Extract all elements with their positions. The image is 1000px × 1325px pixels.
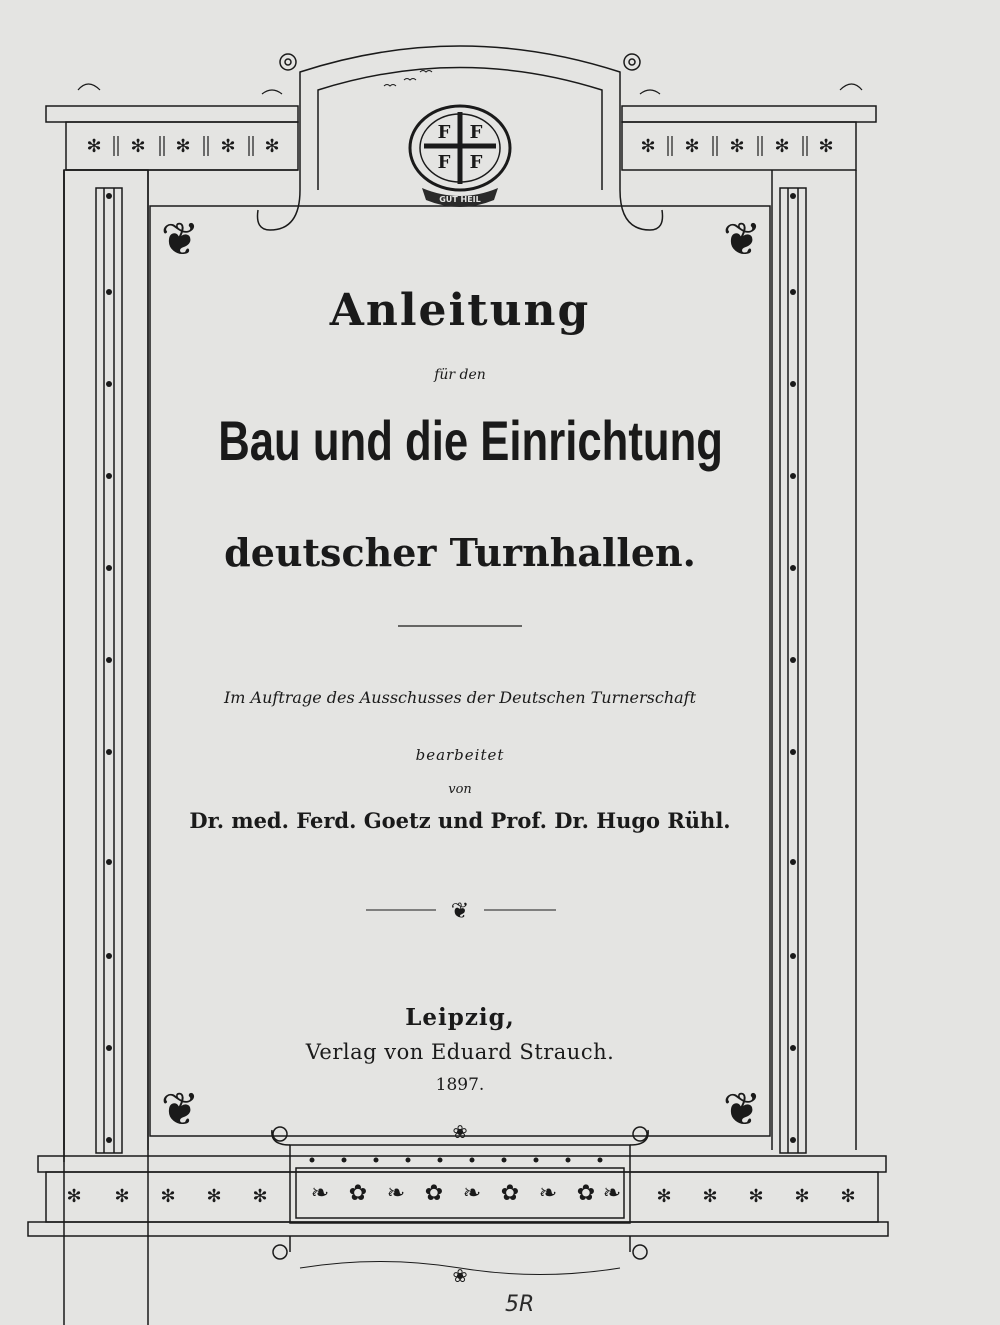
authors-line: Dr. med. Ferd. Goetz und Prof. Dr. Hugo Rühl. xyxy=(189,808,731,833)
svg-text:F: F xyxy=(437,152,451,173)
scroll-right-icon xyxy=(624,54,640,70)
svg-text:✻: ✻ xyxy=(264,136,280,157)
by-line: von xyxy=(448,782,472,797)
lower-divider xyxy=(366,899,556,924)
title-line-3: deutscher Turnhallen. xyxy=(224,530,696,575)
divider-flourish-icon: ❦ xyxy=(450,899,470,924)
pillar-right-fluting xyxy=(780,188,806,1153)
svg-text:✻: ✻ xyxy=(220,136,236,157)
svg-text:✻: ✻ xyxy=(794,1186,810,1207)
svg-text:✻: ✻ xyxy=(818,136,834,157)
top-tulip-icon: ❀ xyxy=(452,1122,468,1143)
svg-text:✿: ✿ xyxy=(500,1181,520,1206)
edited-line: bearbeitet xyxy=(415,746,505,764)
svg-text:✻: ✻ xyxy=(702,1186,718,1207)
svg-text:F: F xyxy=(437,122,451,143)
svg-text:✻: ✻ xyxy=(684,136,700,157)
lower-plinth xyxy=(28,1222,888,1236)
title-line-1: Anleitung xyxy=(329,285,591,336)
corner-flourish-bottom-left-icon: ❦ xyxy=(160,1082,200,1136)
svg-text:✻: ✻ xyxy=(206,1186,222,1207)
svg-text:✻: ✻ xyxy=(114,1186,130,1207)
svg-text:✻: ✻ xyxy=(656,1186,672,1207)
svg-text:✿: ✿ xyxy=(576,1181,596,1206)
emblem-motto: GUT HEIL xyxy=(439,195,481,204)
vine-band xyxy=(311,1181,621,1206)
inner-panel xyxy=(150,206,770,1136)
corner-flourish-bottom-right-icon: ❦ xyxy=(722,1082,762,1136)
title-line-2: Bau und die Einrichtung xyxy=(218,409,723,472)
svg-text:✻: ✻ xyxy=(175,136,191,157)
vine-band-dots xyxy=(310,1158,603,1163)
svg-text:✻: ✻ xyxy=(774,136,790,157)
svg-text:❧: ❧ xyxy=(602,1181,622,1206)
gymnastics-emblem-icon xyxy=(410,106,510,207)
svg-text:❧: ❧ xyxy=(462,1181,482,1206)
scroll-ornament-icon xyxy=(78,84,100,90)
svg-text:❧: ❧ xyxy=(310,1181,330,1206)
svg-text:✿: ✿ xyxy=(424,1181,444,1206)
svg-text:✻: ✻ xyxy=(748,1186,764,1207)
publisher-line: Verlag von Eduard Strauch. xyxy=(305,1040,615,1064)
pillar-left-fluting xyxy=(96,188,122,1153)
title-connector: für den xyxy=(434,367,486,383)
upper-cornice-left xyxy=(46,106,298,122)
svg-text:❧: ❧ xyxy=(538,1181,558,1206)
publication-city: Leipzig, xyxy=(405,1004,515,1031)
svg-text:F: F xyxy=(469,122,483,143)
svg-text:✿: ✿ xyxy=(348,1181,368,1206)
handwritten-note: 5R xyxy=(505,1292,535,1317)
bottom-tulip-icon: ❀ xyxy=(452,1266,468,1287)
pillar-left xyxy=(64,170,148,1325)
publication-year: 1897. xyxy=(435,1075,485,1095)
svg-text:✻: ✻ xyxy=(66,1186,82,1207)
corner-flourish-top-right-icon: ❦ xyxy=(722,212,762,266)
svg-text:✻: ✻ xyxy=(640,136,656,157)
svg-text:❧: ❧ xyxy=(386,1181,406,1206)
svg-text:✻: ✻ xyxy=(86,136,102,157)
scroll-left-icon xyxy=(280,54,296,70)
birds-icon xyxy=(384,85,396,87)
svg-text:✻: ✻ xyxy=(729,136,745,157)
svg-text:✻: ✻ xyxy=(130,136,146,157)
svg-text:✻: ✻ xyxy=(160,1186,176,1207)
corner-flourish-top-left-icon: ❦ xyxy=(160,212,200,266)
upper-cornice-right xyxy=(622,106,876,122)
commission-line: Im Auftrage des Ausschusses der Deutschen Turnerschaft xyxy=(223,688,697,707)
lower-cornice xyxy=(38,1156,886,1172)
svg-text:✻: ✻ xyxy=(252,1186,268,1207)
svg-text:✻: ✻ xyxy=(840,1186,856,1207)
svg-text:F: F xyxy=(469,152,483,173)
